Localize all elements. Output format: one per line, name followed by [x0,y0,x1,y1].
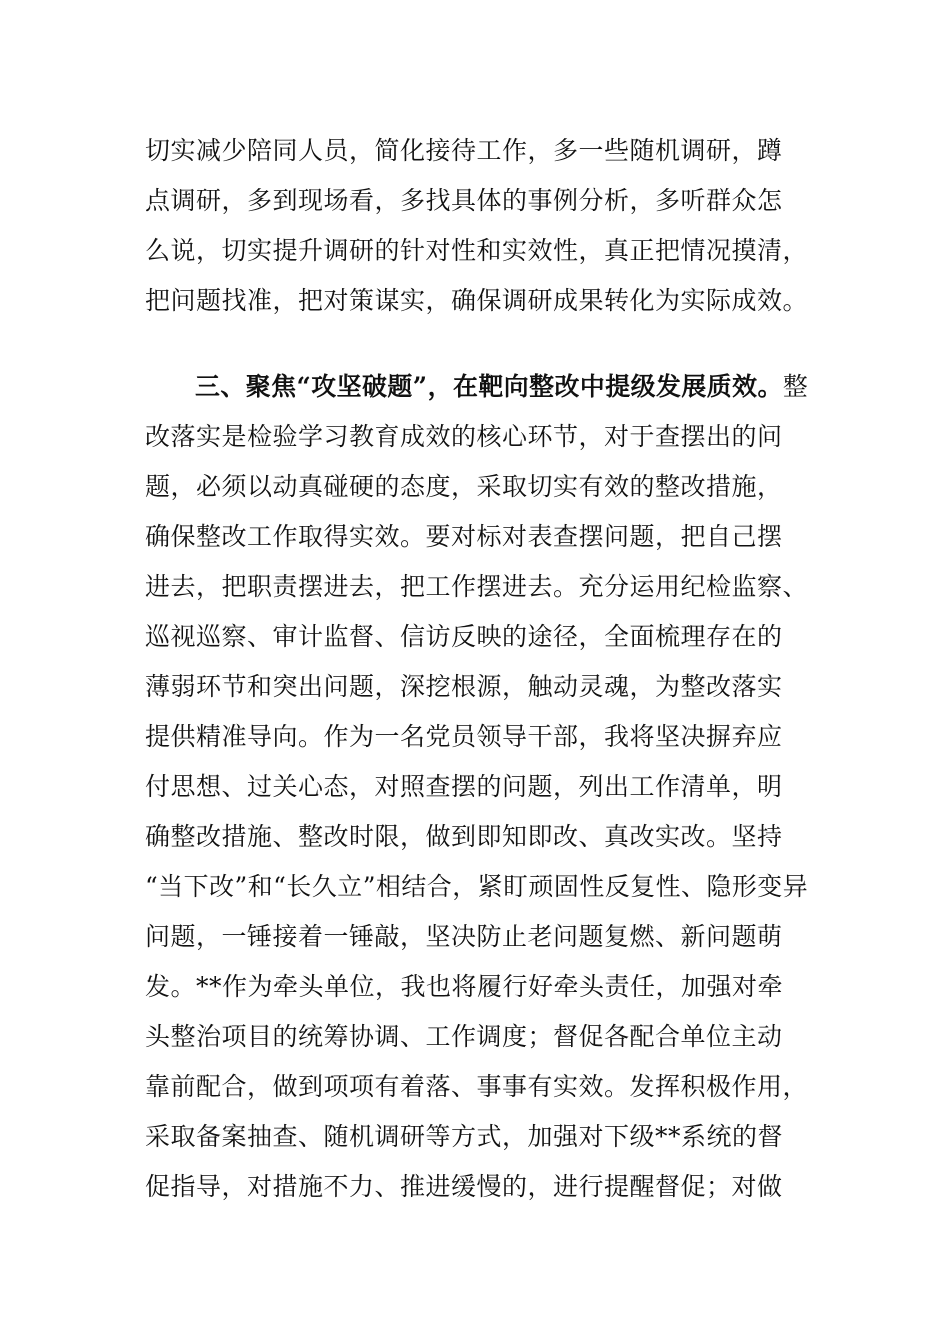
section-3-first-line-text: 整 [782,372,809,401]
paragraph-1-line-1: 切实减少陪同人员，简化接待工作，多一些随机调研，蹲 [145,136,783,165]
section-3-first-line [195,372,808,402]
section-3-line-10: 确整改措施、整改时限，做到即知即改、真改实改。坚持 [145,822,783,851]
section-3-line-13: 发。**作为牵头单位，我也将履行好牵头责任，加强对牵 [145,972,784,1001]
section-3-line-14: 头整治项目的统筹协调、工作调度；督促各配合单位主动 [145,1022,783,1051]
paragraph-1-line-3: 么说，切实提升调研的针对性和实效性，真正把情况摸清， [145,236,809,265]
section-3-line-3: 题，必须以动真碰硬的态度，采取切实有效的整改措施， [145,472,783,501]
section-3-line-16: 采取备案抽查、随机调研等方式，加强对下级**系统的督 [145,1122,784,1151]
section-3-line-9: 付思想、过关心态，对照查摆的问题，列出工作清单，明 [145,772,783,801]
section-3-line-11: “当下改”和“长久立”相结合，紧盯顽固性反复性、隐形变异 [145,872,809,901]
paragraph-1-line-4: 把问题找准，把对策谋实，确保调研成果转化为实际成效。 [145,286,809,315]
section-3-line-12: 问题，一锤接着一锤敲，坚决防止老问题复燃、新问题萌 [145,922,783,951]
section-3-line-2: 改落实是检验学习教育成效的核心环节，对于查摆出的问 [145,422,783,451]
paragraph-1-line-2: 点调研，多到现场看，多找具体的事例分析，多听群众怎 [145,186,783,215]
section-3-line-7: 薄弱环节和突出问题，深挖根源，触动灵魂，为整改落实 [145,672,783,701]
section-3-line-5: 进去，把职责摆进去，把工作摆进去。充分运用纪检监察、 [145,572,809,601]
section-3-line-17: 促指导，对措施不力、推进缓慢的，进行提醒督促；对做 [145,1172,783,1201]
section-3-line-8: 提供精准导向。作为一名党员领导干部，我将坚决摒弃应 [145,722,783,751]
section-3-line-6: 巡视巡察、审计监督、信访反映的途径，全面梳理存在的 [145,622,783,651]
section-3-heading: 三、聚焦“攻坚破题”，在靶向整改中提级发展质效。 [195,372,783,401]
section-3-line-4: 确保整改工作取得实效。要对标对表查摆问题，把自己摆 [145,522,783,551]
section-3-line-15: 靠前配合，做到项项有着落、事事有实效。发挥积极作用， [145,1072,809,1101]
